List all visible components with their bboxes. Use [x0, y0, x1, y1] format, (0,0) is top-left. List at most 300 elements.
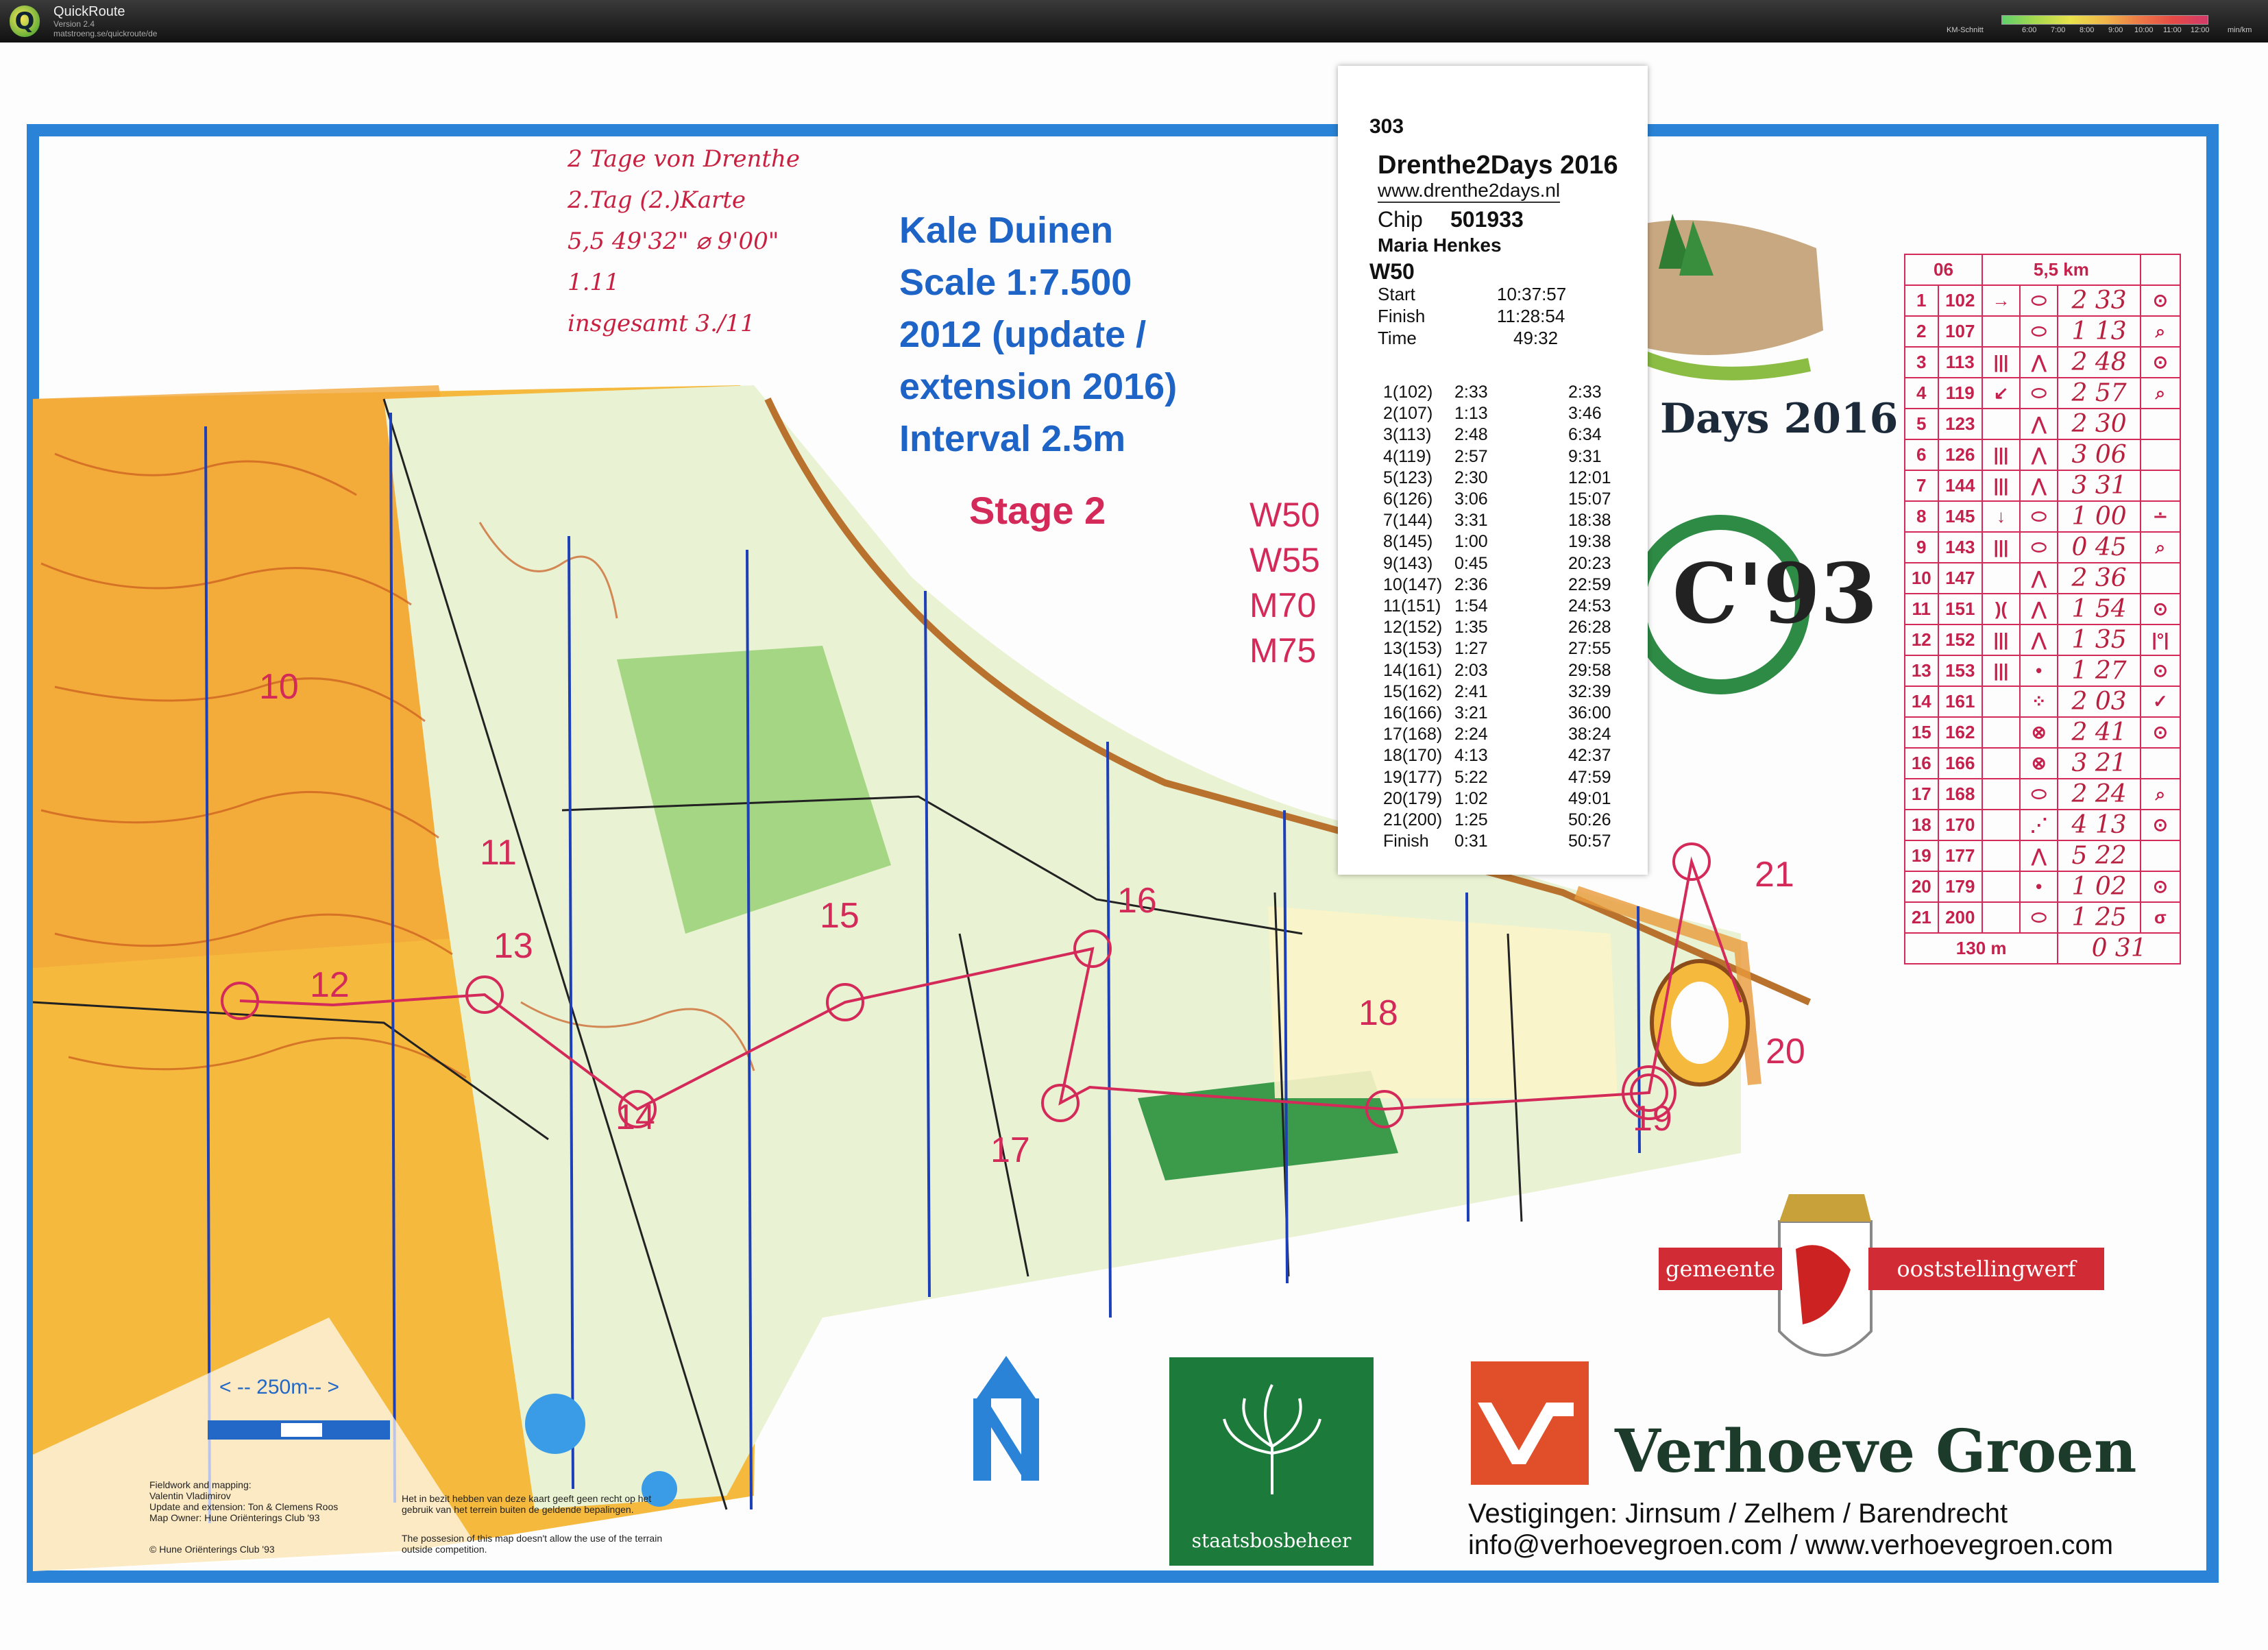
card-mark: ⊙: [2141, 594, 2180, 624]
receipt-time-label: Time: [1378, 328, 1417, 348]
card-code: 145: [1938, 501, 1982, 532]
split-control: 14(161): [1383, 660, 1443, 680]
handwritten-line: 1.11: [568, 269, 620, 296]
card-feature: ⬭: [2020, 316, 2058, 347]
card-symbol: [1982, 717, 2020, 748]
card-code: 126: [1938, 439, 1982, 470]
card-time: 2 03: [2058, 686, 2141, 717]
card-symbol: |||: [1982, 624, 2020, 655]
split-total: 49:01: [1568, 788, 1611, 808]
verhoeve-logo-icon: [1471, 1361, 1589, 1485]
card-mark: ⊙: [2141, 871, 2180, 902]
card-symbol: [1982, 409, 2020, 439]
card-time: 2 36: [2058, 563, 2141, 594]
card-feature: ⬭: [2020, 902, 2058, 933]
class-list: [1249, 492, 1320, 673]
card-symbol: )(: [1982, 594, 2020, 624]
card-mark: ⊙: [2141, 655, 2180, 686]
split-time: 1:02: [1454, 788, 1488, 808]
card-number: 21: [1905, 902, 1938, 933]
card-number: 20: [1905, 871, 1938, 902]
control-number[interactable]: 12: [310, 965, 350, 1005]
split-total: 47:59: [1568, 767, 1611, 787]
card-number: 8: [1905, 501, 1938, 532]
split-control: 19(177): [1383, 767, 1443, 787]
pace-legend-unit: min/km: [2228, 26, 2252, 34]
card-symbol: |||: [1982, 470, 2020, 501]
split-control: 2(107): [1383, 404, 1433, 424]
card-time: 2 30: [2058, 409, 2141, 439]
handwritten-line: insgesamt 3./11: [568, 310, 755, 337]
verhoeve-name: Verhoeve Groen: [1615, 1417, 2137, 1486]
card-row: [1905, 409, 2180, 439]
receipt-chip: 501933: [1450, 207, 1524, 232]
split-time: 2:57: [1454, 446, 1488, 466]
card-symbol: [1982, 316, 2020, 347]
card-symbol: ↙: [1982, 378, 2020, 409]
card-number: 4: [1905, 378, 1938, 409]
class-label: W55: [1249, 541, 1320, 579]
card-symbol: ↓: [1982, 501, 2020, 532]
card-time: 2 48: [2058, 347, 2141, 378]
card-mark: [2141, 439, 2180, 470]
receipt-name: Maria Henkes: [1378, 234, 1502, 256]
split-time: 1:00: [1454, 532, 1488, 552]
card-number: 3: [1905, 347, 1938, 378]
municipality-banner-right: ooststellingwerf: [1868, 1248, 2104, 1290]
card-feature: ⬭: [2020, 532, 2058, 563]
split-control: 12(152): [1383, 618, 1443, 638]
split-total: 19:38: [1568, 532, 1611, 552]
control-number[interactable]: 17: [990, 1130, 1030, 1170]
card-row: [1905, 378, 2180, 409]
card-code: 162: [1938, 717, 1982, 748]
card-time: 1 27: [2058, 655, 2141, 686]
split-time: 1:25: [1454, 810, 1488, 829]
card-row: [1905, 624, 2180, 655]
split-total: 3:46: [1568, 404, 1602, 424]
split-total: 38:24: [1568, 725, 1611, 744]
split-time: 1:27: [1454, 639, 1488, 659]
map-title-line: extension 2016): [899, 366, 1178, 407]
card-code: 144: [1938, 470, 1982, 501]
control-number[interactable]: 15: [820, 896, 859, 936]
control-number[interactable]: 20: [1766, 1032, 1805, 1071]
card-code: 168: [1938, 779, 1982, 810]
app-version: Version 2.4: [53, 19, 95, 29]
card-feature: ⬭: [2020, 779, 2058, 810]
card-mark: ⊙: [2141, 717, 2180, 748]
card-feature: ⋀: [2020, 563, 2058, 594]
card-time: 3 21: [2058, 748, 2141, 779]
pace-legend-tick: 10:00: [2134, 26, 2154, 34]
card-number: 13: [1905, 655, 1938, 686]
split-control: 5(123): [1383, 468, 1433, 487]
split-control: 21(200): [1383, 810, 1443, 829]
card-number: 15: [1905, 717, 1938, 748]
class-label: W50: [1249, 496, 1320, 534]
split-control: 7(144): [1383, 511, 1433, 531]
card-feature: ⋀: [2020, 347, 2058, 378]
split-control: 8(145): [1383, 532, 1433, 552]
card-row: [1905, 779, 2180, 810]
card-mark: [2141, 748, 2180, 779]
card-time: 5 22: [2058, 840, 2141, 871]
card-code: 143: [1938, 532, 1982, 563]
card-row: [1905, 655, 2180, 686]
card-mark: ∸: [2141, 501, 2180, 532]
card-number: 14: [1905, 686, 1938, 717]
pace-legend-colorbar[interactable]: [2001, 15, 2208, 25]
card-row: [1905, 871, 2180, 902]
control-description-table: [1904, 254, 2181, 964]
card-code: 161: [1938, 686, 1982, 717]
card-symbol: [1982, 779, 2020, 810]
card-row: [1905, 748, 2180, 779]
terrain-notice-nl: [402, 1493, 651, 1515]
split-total: 20:23: [1568, 553, 1611, 573]
credit-line: The possesion of this map doesn't allow the use of the terrain: [402, 1533, 663, 1544]
card-symbol: [1982, 840, 2020, 871]
card-number: 17: [1905, 779, 1938, 810]
split-time: 3:06: [1454, 489, 1488, 509]
class-label: M70: [1249, 586, 1317, 624]
split-control: 16(166): [1383, 703, 1443, 723]
map-title-line: Scale 1:7.500: [899, 262, 1132, 303]
split-time: 1:54: [1454, 596, 1488, 616]
credit-line: gebruik van het terrein buiten de geldende bepalingen.: [402, 1504, 634, 1515]
map-viewport[interactable]: [0, 43, 2268, 1650]
card-symbol: [1982, 810, 2020, 840]
card-mark: [2141, 409, 2180, 439]
card-time: 4 13: [2058, 810, 2141, 840]
card-mark: ⌕: [2141, 532, 2180, 563]
map-title-line: Kale Duinen: [899, 210, 1114, 251]
card-number: 11: [1905, 594, 1938, 624]
card-mark: ⊙: [2141, 810, 2180, 840]
card-number: 16: [1905, 748, 1938, 779]
card-row: [1905, 347, 2180, 378]
split-time: 0:45: [1454, 553, 1488, 573]
pace-legend-label: KM-Schnitt: [1947, 26, 1984, 34]
card-feature: ⊗: [2020, 748, 2058, 779]
control-number[interactable]: 19: [1633, 1099, 1672, 1139]
quickroute-logo-icon: Q: [10, 5, 40, 37]
card-row: [1905, 563, 2180, 594]
card-time: 3 06: [2058, 439, 2141, 470]
card-footer-time: 0 31: [2058, 933, 2180, 964]
card-mark: ⊙: [2141, 285, 2180, 316]
handwritten-line: 2.Tag (2.)Karte: [568, 186, 746, 214]
control-number[interactable]: 13: [493, 926, 533, 966]
card-code: 123: [1938, 409, 1982, 439]
card-row: [1905, 902, 2180, 933]
app-url: matstroeng.se/quickroute/de: [53, 29, 158, 38]
receipt-start: 10:37:57: [1497, 284, 1567, 304]
card-time: 2 33: [2058, 285, 2141, 316]
card-feature: ⋀: [2020, 470, 2058, 501]
card-row: [1905, 439, 2180, 470]
sbb-name: staatsbosbeheer: [1191, 1529, 1352, 1552]
control-number[interactable]: 10: [259, 667, 299, 707]
split-total: 26:28: [1568, 618, 1611, 638]
map-title-line: Interval 2.5m: [899, 418, 1126, 459]
card-row: [1905, 717, 2180, 748]
card-time: 0 45: [2058, 532, 2141, 563]
split-total: 29:58: [1568, 660, 1611, 680]
split-time: 1:35: [1454, 618, 1488, 638]
split-receipt: [1338, 66, 1648, 875]
handwritten-line: 2 Tage von Drenthe: [568, 145, 801, 173]
card-symbol: [1982, 748, 2020, 779]
card-number: 12: [1905, 624, 1938, 655]
card-code: 152: [1938, 624, 1982, 655]
pace-legend-tick: 6:00: [2022, 26, 2037, 34]
split-total: 24:53: [1568, 596, 1611, 616]
card-mark: [2141, 840, 2180, 871]
credit-line: Fieldwork and mapping:: [149, 1479, 252, 1490]
split-control: 4(119): [1383, 446, 1432, 466]
card-code: 170: [1938, 810, 1982, 840]
card-row: [1905, 594, 2180, 624]
card-feature: ⋀: [2020, 624, 2058, 655]
split-total: 42:37: [1568, 746, 1611, 766]
card-number: 6: [1905, 439, 1938, 470]
card-row: [1905, 470, 2180, 501]
card-code: 107: [1938, 316, 1982, 347]
card-code: 119: [1938, 378, 1982, 409]
card-code: 200: [1938, 902, 1982, 933]
card-time: 2 24: [2058, 779, 2141, 810]
control-number[interactable]: 14: [615, 1097, 655, 1137]
split-time: 2:24: [1454, 725, 1488, 744]
verhoeve-locations: Vestigingen: Jirnsum / Zelhem / Barendrecht: [1468, 1499, 2008, 1529]
municipality-banner-left: gemeente: [1659, 1248, 1782, 1290]
credit-line: Valentin Vladimirov: [149, 1490, 231, 1501]
card-symbol: |||: [1982, 532, 2020, 563]
verhoeve-contact[interactable]: info@verhoevegroen.com / www.verhoevegroen.com: [1468, 1530, 2114, 1560]
split-control: 9(143): [1383, 553, 1433, 573]
split-time: 4:13: [1454, 746, 1488, 766]
card-code: 166: [1938, 748, 1982, 779]
split-control: 18(170): [1383, 746, 1443, 766]
split-control: 20(179): [1383, 788, 1443, 808]
split-total: 15:07: [1568, 489, 1611, 509]
class-label: M75: [1249, 631, 1317, 670]
split-time: 5:22: [1454, 767, 1488, 787]
card-number: 19: [1905, 840, 1938, 871]
card-time: 2 41: [2058, 717, 2141, 748]
lake: [525, 1394, 585, 1454]
handwritten-line: 5,5 49'32" ⌀ 9'00": [568, 228, 779, 255]
split-total: 12:01: [1568, 468, 1611, 487]
receipt-number: 303: [1369, 115, 1404, 138]
card-symbol: [1982, 563, 2020, 594]
split-time: 3:31: [1454, 511, 1488, 531]
tree-icon: [1169, 1357, 1374, 1508]
pace-legend-tick: 7:00: [2051, 26, 2066, 34]
receipt-start-label: Start: [1378, 284, 1415, 304]
card-time: 1 02: [2058, 871, 2141, 902]
stage-label: Stage 2: [969, 489, 1106, 532]
split-control: 6(126): [1383, 489, 1433, 509]
card-feature: ⋀: [2020, 439, 2058, 470]
split-control: 15(162): [1383, 681, 1443, 701]
split-control: 10(147): [1383, 574, 1443, 594]
card-mark: [2141, 470, 2180, 501]
split-control: 17(168): [1383, 725, 1443, 744]
split-total: 6:34: [1568, 425, 1602, 445]
card-mark: ⌕: [2141, 316, 2180, 347]
credit-line: Update and extension: Ton & Clemens Roos: [149, 1501, 339, 1512]
split-total: 18:38: [1568, 511, 1611, 531]
card-code: 147: [1938, 563, 1982, 594]
municipality-crest-icon: [1779, 1194, 1871, 1355]
handwritten-notes: [568, 138, 800, 344]
split-time: 2:33: [1454, 383, 1488, 402]
card-symbol: →: [1982, 285, 2020, 316]
card-row: [1905, 501, 2180, 532]
split-time: 3:21: [1454, 703, 1488, 723]
card-time: 1 35: [2058, 624, 2141, 655]
split-total: 50:26: [1568, 810, 1611, 829]
card-feature: ⬭: [2020, 501, 2058, 532]
card-mark: ✓: [2141, 686, 2180, 717]
split-total: 2:33: [1568, 383, 1602, 402]
card-row: [1905, 532, 2180, 563]
credit-line: outside competition.: [402, 1544, 487, 1555]
card-feature: ⋀: [2020, 594, 2058, 624]
split-total: 9:31: [1568, 446, 1602, 466]
copyright: © Hune Oriënterings Club '93: [149, 1544, 275, 1555]
control-number[interactable]: 11: [480, 833, 517, 873]
card-number: 18: [1905, 810, 1938, 840]
event-days-label: Days 2016: [1660, 395, 1899, 443]
card-feature: •: [2020, 655, 2058, 686]
split-time: 2:30: [1454, 468, 1488, 487]
split-total: 32:39: [1568, 681, 1611, 701]
split-total: 36:00: [1568, 703, 1611, 723]
receipt-finish: 11:28:54: [1497, 306, 1565, 326]
receipt-finish-label: Finish: [1378, 306, 1426, 326]
card-mark: σ: [2141, 902, 2180, 933]
split-time: 2:03: [1454, 660, 1488, 680]
card-time: 1 25: [2058, 902, 2141, 933]
map-title: [899, 204, 1177, 465]
card-number: 5: [1905, 409, 1938, 439]
pace-legend-tick: 9:00: [2108, 26, 2123, 34]
card-row: [1905, 840, 2180, 871]
pace-legend-tick: 11:00: [2163, 26, 2182, 34]
control-number[interactable]: 16: [1117, 881, 1157, 921]
credit-line: Map Owner: Hune Oriënterings Club '93: [149, 1512, 320, 1523]
split-time: 2:41: [1454, 681, 1488, 701]
card-symbol: [1982, 902, 2020, 933]
split-control: 1(102): [1383, 383, 1433, 402]
app-title: QuickRoute: [53, 4, 125, 19]
pace-legend-tick: 12:00: [2191, 26, 2210, 34]
receipt-class: W50: [1369, 259, 1415, 284]
card-symbol: |||: [1982, 439, 2020, 470]
credit-line: Het in bezit hebben van deze kaart geeft geen recht op het: [402, 1493, 652, 1504]
split-total: 50:57: [1568, 832, 1611, 851]
split-time: 1:13: [1454, 404, 1488, 424]
card-number: 7: [1905, 470, 1938, 501]
split-time: 2:36: [1454, 574, 1488, 594]
receipt-chip-label: Chip: [1378, 207, 1423, 232]
card-time: 2 57: [2058, 378, 2141, 409]
card-time: 1 00: [2058, 501, 2141, 532]
split-control: Finish: [1383, 832, 1429, 851]
card-course: 06: [1905, 254, 1982, 285]
receipt-time: 49:32: [1513, 328, 1559, 348]
card-number: 1: [1905, 285, 1938, 316]
card-code: 177: [1938, 840, 1982, 871]
receipt-event: Drenthe2Days 2016: [1378, 151, 1618, 180]
card-code: 153: [1938, 655, 1982, 686]
card-number: 10: [1905, 563, 1938, 594]
card-code: 179: [1938, 871, 1982, 902]
card-feature: ⬭: [2020, 378, 2058, 409]
card-time: 3 31: [2058, 470, 2141, 501]
mapping-credits: [149, 1479, 338, 1523]
card-feature: ⬭: [2020, 285, 2058, 316]
card-header-row: [1905, 254, 2180, 285]
card-feature: ⋀: [2020, 840, 2058, 871]
club-logo-label: C'93: [1672, 546, 1878, 642]
card-mark: |°|: [2141, 624, 2180, 655]
card-mark: ⊙: [2141, 347, 2180, 378]
card-mark: ⌕: [2141, 378, 2180, 409]
card-code: 113: [1938, 347, 1982, 378]
card-row: [1905, 810, 2180, 840]
card-feature: ⊗: [2020, 717, 2058, 748]
staatsbosbeheer-logo: [1169, 1357, 1374, 1566]
card-code: 102: [1938, 285, 1982, 316]
control-number[interactable]: 21: [1755, 855, 1794, 895]
card-feature: •: [2020, 871, 2058, 902]
terrain-notice-en: [402, 1533, 662, 1555]
card-row: [1905, 686, 2180, 717]
card-header-empty: [2141, 254, 2180, 285]
card-footer-distance: 130 m: [1905, 933, 2058, 964]
card-symbol: |||: [1982, 347, 2020, 378]
card-row: [1905, 285, 2180, 316]
split-total: 27:55: [1568, 639, 1611, 659]
card-mark: [2141, 563, 2180, 594]
split-control: 13(153): [1383, 639, 1443, 659]
split-control: 3(113): [1383, 425, 1432, 445]
card-feature: ⋰: [2020, 810, 2058, 840]
scalebar-label: < -- 250m-- >: [219, 1376, 340, 1398]
card-mark: ⌕: [2141, 779, 2180, 810]
split-time: 2:48: [1454, 425, 1488, 445]
pace-legend-tick: 8:00: [2080, 26, 2095, 34]
card-symbol: |||: [1982, 655, 2020, 686]
app-titlebar: [0, 0, 2268, 43]
card-symbol: [1982, 686, 2020, 717]
card-code: 151: [1938, 594, 1982, 624]
card-number: 2: [1905, 316, 1938, 347]
card-footer-row: [1905, 933, 2180, 964]
map-title-line: 2012 (update /: [899, 314, 1147, 355]
control-number[interactable]: 18: [1358, 993, 1398, 1033]
card-length: 5,5 km: [1982, 254, 2141, 285]
split-control: 11(151): [1383, 596, 1441, 616]
card-row: [1905, 316, 2180, 347]
split-total: 22:59: [1568, 574, 1611, 594]
receipt-website: www.drenthe2days.nl: [1378, 180, 1560, 203]
